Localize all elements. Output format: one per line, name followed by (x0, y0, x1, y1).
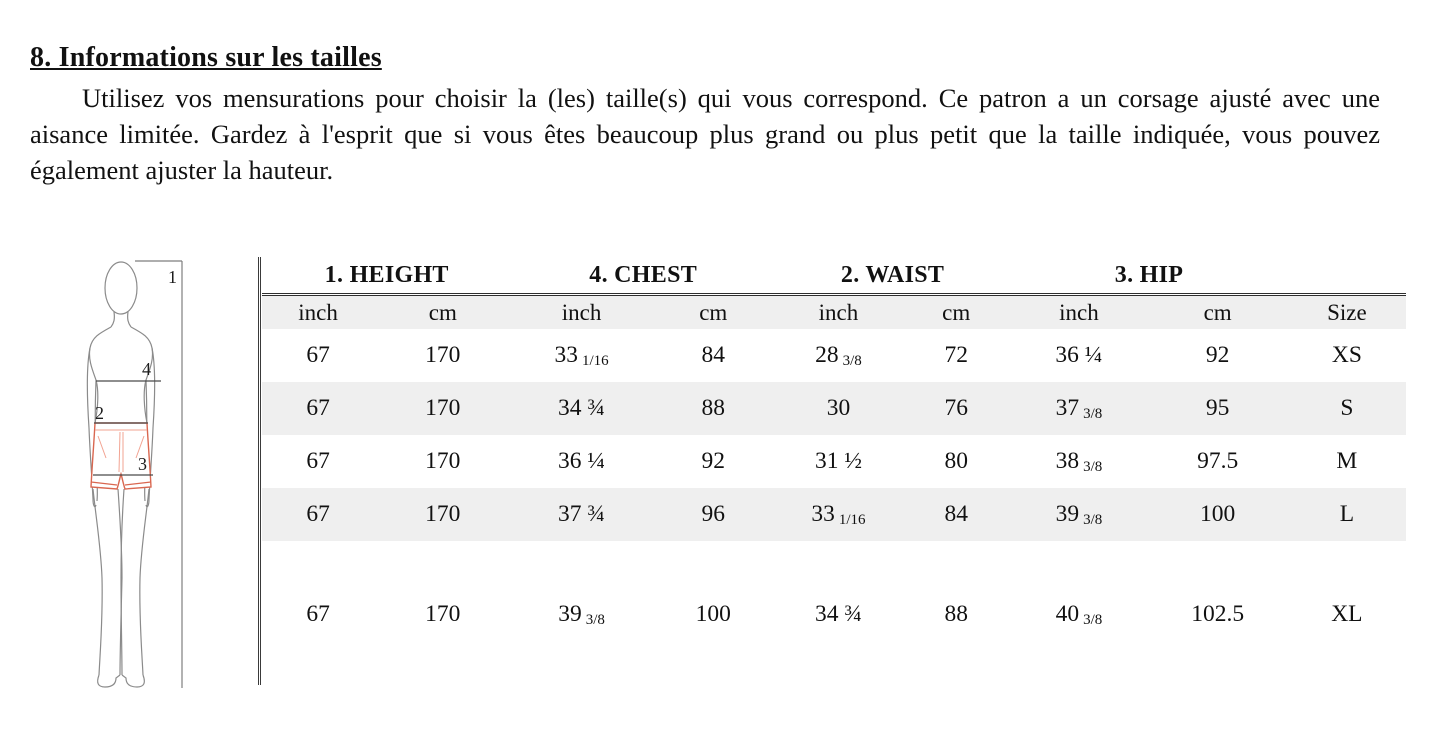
cell-value: 170 (425, 342, 461, 368)
unit-header-row (262, 295, 1406, 330)
cell-value: 67 (306, 448, 330, 474)
cell-value: 170 (425, 395, 461, 421)
cell-value: 34 ¾ (814, 601, 862, 627)
cell-value: 92 (701, 448, 726, 474)
figure-label-hip: 3 (138, 454, 147, 474)
table-row-XS (262, 329, 1406, 382)
size-cell (374, 329, 511, 382)
size-cell (775, 588, 902, 641)
size-cell (652, 435, 775, 488)
cell-value: 102.5 (1191, 601, 1245, 627)
figure-label-waist: 2 (95, 403, 104, 423)
size-cell (262, 435, 374, 488)
cell-fraction: 3/8 (585, 612, 605, 628)
cell-value: M (1336, 448, 1358, 474)
cell-value: 97.5 (1197, 448, 1239, 474)
cell-value: 34 ¾ (558, 395, 606, 421)
size-cell (652, 488, 775, 541)
section-heading: 8. Informations sur les tailles (30, 42, 382, 73)
group-header-3: 3. HIP (1010, 257, 1287, 295)
cell-value: 40 (1055, 601, 1080, 627)
size-cell (902, 435, 1010, 488)
cell-value: XL (1331, 601, 1363, 627)
cell-value: 100 (695, 601, 731, 627)
unit-header-4: inch (775, 295, 902, 330)
size-cell (511, 488, 651, 541)
group-header-size-spacer (1288, 257, 1406, 295)
cell-fraction: 1/16 (838, 512, 866, 528)
table-row-M (262, 435, 1406, 488)
group-header-row (262, 257, 1406, 295)
body-measurement-figure (85, 256, 190, 693)
size-cell (1148, 488, 1288, 541)
size-cell (902, 329, 1010, 382)
size-cell (1288, 435, 1406, 488)
cell-value: 67 (306, 342, 330, 368)
cell-value: 84 (701, 342, 726, 368)
cell-value: 38 (1055, 448, 1080, 474)
cell-value: 170 (425, 601, 461, 627)
unit-header-1: cm (374, 295, 511, 330)
cell-fraction: 3/8 (1083, 512, 1103, 528)
cell-value: 36 ¼ (558, 448, 606, 474)
size-cell (775, 329, 902, 382)
cell-value: 84 (944, 501, 968, 527)
cell-fraction: 3/8 (1083, 406, 1103, 422)
cell-value: 76 (944, 395, 968, 421)
table-row-L (262, 488, 1406, 541)
group-header-1: 4. CHEST (511, 257, 774, 295)
cell-value: 33 (554, 342, 578, 368)
size-cell (1288, 382, 1406, 435)
cell-value: 36 ¼ (1055, 342, 1103, 368)
cell-value: 100 (1200, 501, 1236, 527)
size-cell (902, 588, 1010, 641)
size-cell (1148, 329, 1288, 382)
table-row-XL (262, 588, 1406, 641)
size-cell (262, 488, 374, 541)
size-cell (1010, 382, 1147, 435)
size-cell (374, 588, 511, 641)
body-silhouette-illustration (85, 256, 190, 693)
unit-header-8: Size (1288, 295, 1406, 330)
cell-value: 30 (826, 395, 851, 421)
figure-label-chest: 4 (142, 359, 151, 379)
size-cell (1288, 588, 1406, 641)
size-table (262, 257, 1406, 641)
size-cell (775, 435, 902, 488)
cell-value: 88 (944, 601, 968, 627)
size-cell (1010, 488, 1147, 541)
size-cell (374, 435, 511, 488)
size-cell (511, 588, 651, 641)
cell-value: 170 (425, 448, 461, 474)
cell-value: 28 (815, 342, 839, 368)
size-cell (511, 435, 651, 488)
size-cell (374, 488, 511, 541)
cell-fraction: 3/8 (842, 353, 862, 369)
size-cell (1148, 435, 1288, 488)
size-cell (1010, 329, 1147, 382)
cell-value: 31 ½ (814, 448, 862, 474)
cell-value: 67 (306, 395, 330, 421)
size-cell (1288, 329, 1406, 382)
size-cell (652, 588, 775, 641)
cell-value: 67 (306, 601, 330, 627)
cell-value: 37 ¾ (558, 501, 606, 527)
group-header-2: 2. WAIST (775, 257, 1010, 295)
size-cell (902, 488, 1010, 541)
unit-header-2: inch (511, 295, 651, 330)
cell-value: XS (1331, 342, 1362, 368)
size-cell (374, 382, 511, 435)
size-cell (652, 329, 775, 382)
cell-value: 80 (944, 448, 968, 474)
cell-value: L (1339, 501, 1355, 527)
cell-value: 39 (558, 601, 582, 627)
size-cell (262, 588, 374, 641)
size-cell (775, 382, 902, 435)
unit-header-6: inch (1010, 295, 1147, 330)
cell-value: 67 (306, 501, 330, 527)
cell-value: 39 (1055, 501, 1080, 527)
size-cell (1148, 382, 1288, 435)
intro-paragraph: Utilisez vos mensurations pour choisir la (les) taille(s) qui vous correspond. Ce patron a un corsage ajusté avec une aisance limitée. Gardez à l'esprit que si vous êtes beaucoup plus grand ou plus petit que la taille indiquée, vous pouvez également ajuster la hauteur. (30, 83, 1380, 185)
cell-fraction: 3/8 (1083, 459, 1103, 475)
spacer-cell (262, 541, 1406, 588)
size-cell (652, 382, 775, 435)
size-cell (775, 488, 902, 541)
size-cell (262, 382, 374, 435)
size-cell (1010, 435, 1147, 488)
cell-value: S (1340, 395, 1354, 421)
cell-fraction: 1/16 (581, 353, 609, 369)
size-cell (511, 329, 651, 382)
cell-value: 72 (944, 342, 968, 368)
cell-value: 95 (1205, 395, 1230, 421)
size-cell (1148, 588, 1288, 641)
size-cell (902, 382, 1010, 435)
figure-label-height: 1 (168, 267, 177, 287)
size-cell (1288, 488, 1406, 541)
size-table-container (258, 257, 1411, 685)
cell-value: 88 (701, 395, 726, 421)
cell-value: 33 (811, 501, 835, 527)
cell-value: 92 (1205, 342, 1230, 368)
cell-value: 37 (1055, 395, 1080, 421)
unit-header-7: cm (1148, 295, 1288, 330)
cell-value: 96 (701, 501, 726, 527)
cell-value: 170 (425, 501, 461, 527)
size-cell (262, 329, 374, 382)
unit-header-3: cm (652, 295, 775, 330)
spacer-row (262, 541, 1406, 588)
cell-fraction: 3/8 (1083, 612, 1103, 628)
unit-header-0: inch (262, 295, 374, 330)
unit-header-5: cm (902, 295, 1010, 330)
group-header-0: 1. HEIGHT (262, 257, 511, 295)
size-cell (1010, 588, 1147, 641)
size-cell (511, 382, 651, 435)
table-row-S (262, 382, 1406, 435)
